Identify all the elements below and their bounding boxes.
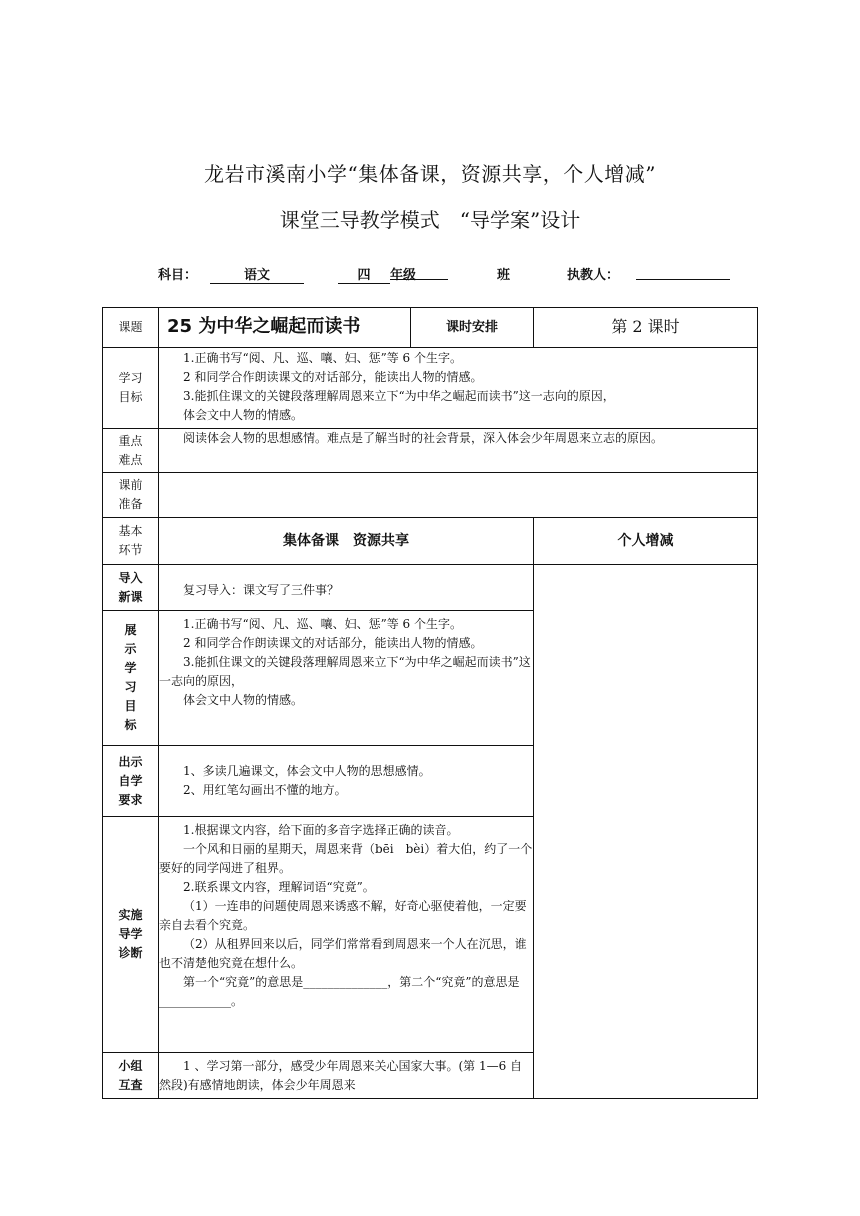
goal-line-2: 2 和同学合作朗读课文的对话部分，能读出人物的情感。 — [183, 370, 483, 384]
grade-label: 年级 — [390, 264, 448, 280]
section-header-label: 基本环节 — [103, 518, 159, 565]
goal-line-4: 体会文中人物的情感。 — [183, 408, 304, 422]
personal-notes-column — [534, 565, 758, 1099]
lesson-plan-table — [102, 307, 758, 1099]
schedule-value: 第 2 课时 — [611, 317, 680, 336]
class-label: 班 — [497, 268, 511, 283]
schedule-label-cell — [411, 308, 534, 348]
diagnosis-line-5: （2）从租界回来以后，同学们常常看到周恩来一个人在沉思，谁也不清楚他究竟在想什么。 — [159, 937, 527, 970]
show-goal-line-3: 3.能抓住课文的关键段落理解周恩来立下“为中华之崛起而读书”这一志向的原因， — [159, 655, 531, 688]
key-points-text: 阅读体会人物的思想感情。难点是了解当时的社会背景，深入体会少年周恩来立志的原因。 — [183, 431, 664, 445]
personal-header: 个人增减 — [617, 532, 674, 549]
goal-line-1: 1.正确书写“阅、凡、巡、嚷、妇、惩”等 6 个生字。 — [183, 351, 462, 365]
teacher-value — [636, 264, 730, 280]
row-topic — [103, 308, 758, 348]
topic-title: 25 为中华之崛起而读书 — [167, 316, 361, 337]
preparation-content — [159, 473, 758, 518]
show-goal-line-4: 体会文中人物的情感。 — [183, 693, 304, 707]
collective-header-cell — [159, 518, 534, 565]
diagnosis-line-4: （1）一连串的问题使周恩来诱惑不解，好奇心驱使着他，一定要亲自去看个究竟。 — [159, 899, 527, 932]
row-preparation — [103, 473, 758, 518]
document-title-line1: 龙岩市溪南小学“集体备课，资源共享，个人增减” — [204, 162, 656, 186]
personal-header-cell — [534, 518, 758, 565]
row-key-points — [103, 429, 758, 473]
diagnosis-line-3: 2.联系课文内容，理解词语“究竟”。 — [183, 880, 375, 894]
diagnosis-line-2: 一个风和日丽的星期天，周恩来背（bēi bèi）着大伯，约了一个要好的同学闯进了租界。 — [159, 842, 533, 875]
show-goals-content — [159, 611, 534, 746]
show-goals-label: 展示学习目标 — [103, 611, 159, 746]
teacher-label: 执教人： — [567, 268, 620, 283]
self-study-label: 出示自学要求 — [103, 746, 159, 817]
key-points-label: 重点难点 — [103, 429, 159, 473]
show-goal-line-2: 2 和同学合作朗读课文的对话部分，能读出人物的情感。 — [183, 636, 483, 650]
show-goal-line-1: 1.正确书写“阅、凡、巡、嚷、妇、惩”等 6 个生字。 — [183, 617, 462, 631]
self-study-content — [159, 746, 534, 817]
intro-text: 复习导入：课文写了三件事？ — [183, 583, 340, 597]
diagnosis-line-6: 第一个“究竟”的意思是______________，第二个“究竟”的意思是____________。 — [159, 975, 520, 1008]
group-check-content — [159, 1053, 534, 1099]
diagnosis-line-1: 1.根据课文内容，给下面的多音字选择正确的读音。 — [183, 823, 459, 837]
topic-title-cell — [159, 308, 411, 348]
grade-value: 四 — [338, 264, 390, 284]
topic-label: 课题 — [103, 308, 159, 348]
group-check-label: 小组互查 — [103, 1053, 159, 1099]
key-points-content — [159, 429, 758, 473]
goal-line-3: 3.能抓住课文的关键段落理解周恩来立下“为中华之崛起而读书”这一志向的原因， — [183, 389, 615, 403]
row-goals — [103, 348, 758, 429]
diagnosis-content — [159, 817, 534, 1053]
intro-label: 导入新课 — [103, 565, 159, 611]
row-section-header — [103, 518, 758, 565]
preparation-label: 课前准备 — [103, 473, 159, 518]
row-intro — [103, 565, 758, 611]
diagnosis-label: 实施导学诊断 — [103, 817, 159, 1053]
subject-label: 科目： — [158, 268, 198, 283]
self-study-line-2: 2、用红笔勾画出不懂的地方。 — [183, 783, 347, 797]
subject-value: 语文 — [210, 264, 304, 284]
schedule-label: 课时安排 — [445, 320, 498, 335]
document-title-line2: 课堂三导教学模式 “导学案”设计 — [279, 208, 581, 232]
schedule-value-cell — [534, 308, 758, 348]
goals-label: 学习目标 — [103, 348, 159, 429]
goals-content — [159, 348, 758, 429]
intro-content — [159, 565, 534, 611]
collective-header: 集体备课 资源共享 — [283, 532, 409, 549]
self-study-line-1: 1、多读几遍课文，体会文中人物的思想感情。 — [183, 764, 431, 778]
group-check-text: 1 、学习第一部分，感受少年周恩来关心国家大事。(第 1—6 自然段)有感情地朗读，体会少年周恩来 — [159, 1059, 523, 1092]
